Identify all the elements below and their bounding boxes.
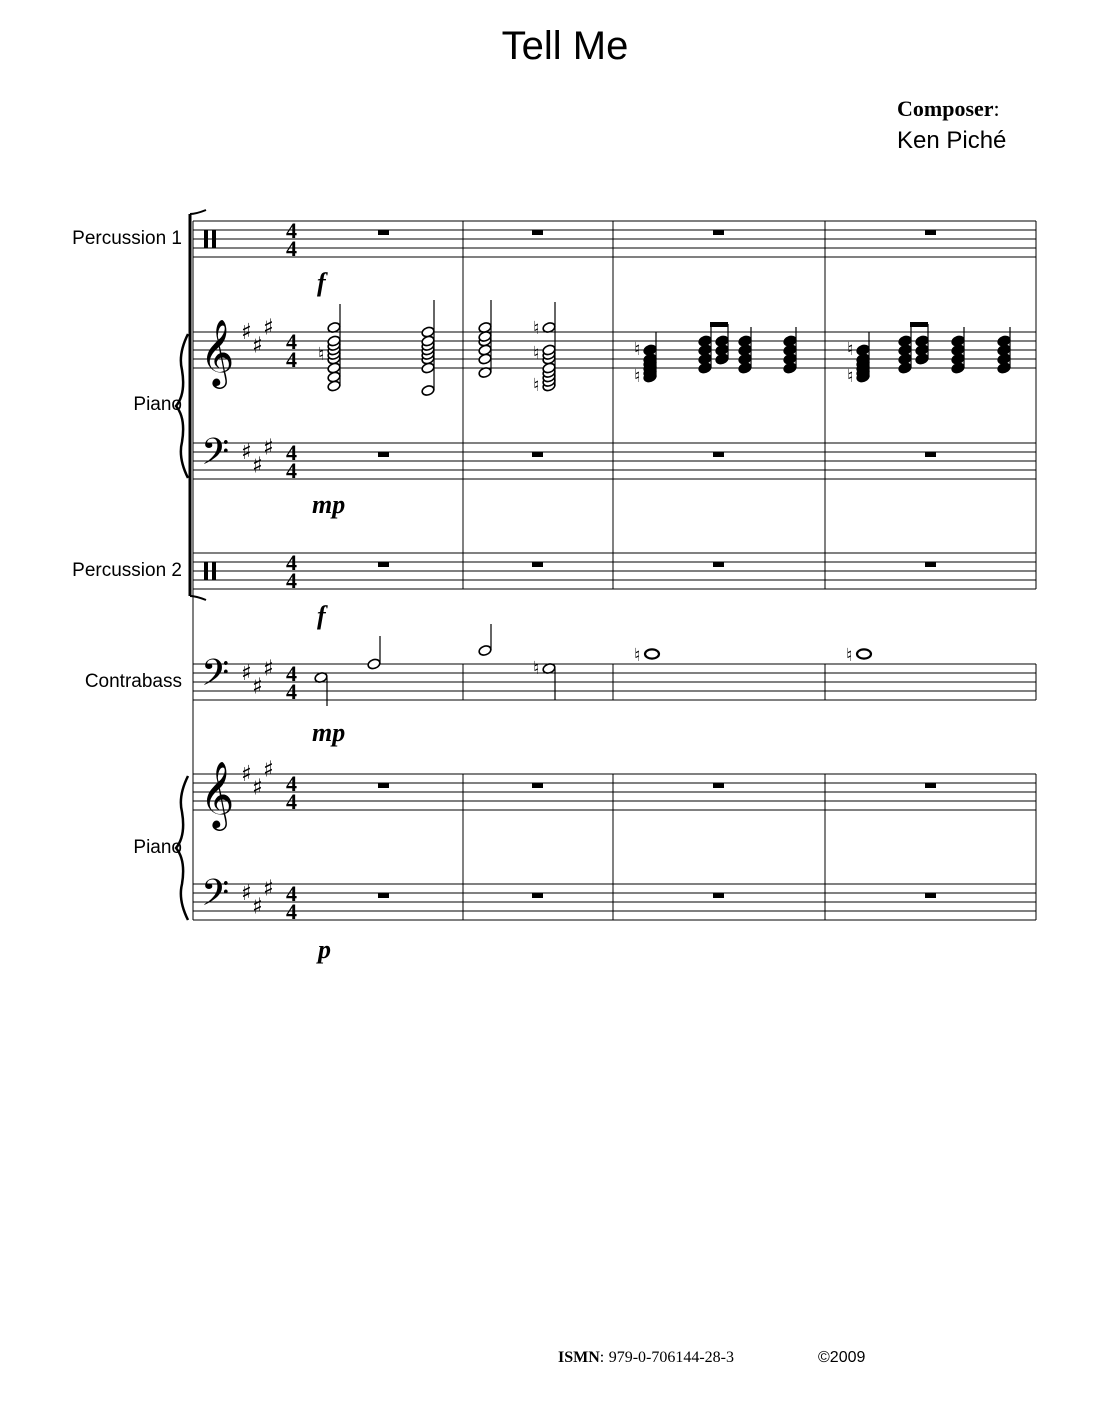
time-signature-denominator: 4 bbox=[286, 679, 297, 704]
notehead bbox=[478, 644, 492, 656]
sharp-icon: ♯ bbox=[252, 674, 263, 700]
natural-icon: ♮ bbox=[847, 339, 854, 359]
natural-icon: ♮ bbox=[533, 343, 540, 363]
sharp-icon: ♯ bbox=[263, 656, 274, 682]
time-signature-denominator: 4 bbox=[286, 789, 297, 814]
natural-icon: ♮ bbox=[318, 344, 325, 364]
natural-icon: ♮ bbox=[533, 375, 540, 395]
whole-rest bbox=[925, 893, 936, 898]
ismn: ISMN: 979-0-706144-28-3 bbox=[558, 1349, 734, 1366]
instrument-label-piano-2: Piano bbox=[133, 837, 182, 858]
sharp-icon: ♯ bbox=[263, 876, 274, 902]
whole-rest bbox=[378, 452, 389, 457]
whole-rest bbox=[713, 893, 724, 898]
notehead bbox=[915, 353, 929, 365]
bass-clef-icon: 𝄢 bbox=[201, 872, 230, 923]
sharp-icon: ♯ bbox=[252, 453, 263, 479]
time-signature-denominator: 4 bbox=[286, 568, 297, 593]
time-signature-numerator: 4 bbox=[286, 771, 297, 796]
notehead bbox=[421, 384, 435, 396]
notehead bbox=[951, 362, 965, 374]
whole-rest bbox=[925, 783, 936, 788]
sharp-icon: ♯ bbox=[252, 894, 263, 920]
notehead bbox=[997, 362, 1011, 374]
beam bbox=[910, 322, 928, 327]
time-signature-numerator: 4 bbox=[286, 218, 297, 243]
dynamic-piano-2: p bbox=[318, 935, 331, 964]
whole-rest bbox=[532, 783, 543, 788]
natural-icon: ♮ bbox=[846, 645, 853, 665]
piano-2-brace bbox=[176, 776, 188, 920]
notehead bbox=[738, 362, 752, 374]
whole-rest bbox=[713, 783, 724, 788]
time-signatures bbox=[286, 218, 297, 924]
time-signature-numerator: 4 bbox=[286, 661, 297, 686]
whole-rest bbox=[532, 893, 543, 898]
whole-rest bbox=[378, 783, 389, 788]
sharp-icon: ♯ bbox=[252, 333, 263, 359]
whole-rest bbox=[713, 230, 724, 235]
time-signature-denominator: 4 bbox=[286, 236, 297, 261]
instrument-label-contrabass: Contrabass bbox=[84, 671, 182, 692]
piano-1-brace bbox=[176, 334, 188, 478]
sharp-icon: ♯ bbox=[241, 661, 252, 686]
clefs bbox=[200, 230, 234, 923]
notehead bbox=[367, 658, 381, 670]
whole-rest bbox=[532, 562, 543, 567]
whole-rest bbox=[532, 230, 543, 235]
natural-icon: ♮ bbox=[634, 366, 641, 386]
whole-rest bbox=[925, 452, 936, 457]
notehead bbox=[698, 362, 712, 374]
bass-clef-icon: 𝄢 bbox=[201, 431, 230, 482]
dynamic-percussion-1: f bbox=[317, 268, 326, 297]
whole-note bbox=[645, 649, 659, 658]
bracket-bottom bbox=[190, 596, 206, 600]
sharp-icon: ♯ bbox=[241, 320, 252, 345]
notehead bbox=[783, 362, 797, 374]
time-signature-numerator: 4 bbox=[286, 329, 297, 354]
natural-icon: ♮ bbox=[634, 339, 641, 359]
notehead bbox=[421, 326, 435, 338]
score-title: Tell Me bbox=[501, 24, 629, 68]
sharp-icon: ♯ bbox=[263, 757, 274, 783]
bass-clef-icon: 𝄢 bbox=[201, 652, 230, 703]
instrument-label-percussion-1: Percussion 1 bbox=[72, 228, 182, 249]
natural-icon: ♮ bbox=[634, 645, 641, 665]
natural-icon: ♮ bbox=[533, 318, 540, 338]
time-signature-denominator: 4 bbox=[286, 899, 297, 924]
sharp-icon: ♯ bbox=[252, 775, 263, 801]
time-signature-numerator: 4 bbox=[286, 440, 297, 465]
instrument-label-piano-1: Piano bbox=[133, 394, 182, 415]
notehead bbox=[898, 362, 912, 374]
time-signature-denominator: 4 bbox=[286, 458, 297, 483]
whole-rests bbox=[378, 230, 936, 898]
time-signature-numerator: 4 bbox=[286, 881, 297, 906]
staff-lines bbox=[193, 221, 1036, 920]
sharp-icon: ♯ bbox=[263, 435, 274, 461]
composer-name: Ken Piché bbox=[897, 127, 1007, 154]
whole-rest bbox=[713, 562, 724, 567]
whole-rest bbox=[713, 452, 724, 457]
whole-rest bbox=[925, 230, 936, 235]
whole-rest bbox=[925, 562, 936, 567]
key-signatures bbox=[241, 316, 274, 920]
sharp-icon: ♯ bbox=[263, 315, 274, 341]
sharp-icon: ♯ bbox=[241, 762, 252, 787]
whole-note bbox=[857, 649, 871, 658]
dynamic-piano-1: mp bbox=[312, 490, 346, 519]
dynamic-percussion-2: f bbox=[317, 601, 326, 630]
treble-clef-icon: 𝄞 bbox=[200, 318, 235, 386]
beam bbox=[710, 322, 728, 327]
natural-icon: ♮ bbox=[847, 366, 854, 386]
natural-icon: ♮ bbox=[533, 658, 540, 678]
instrument-label-percussion-2: Percussion 2 bbox=[72, 560, 182, 581]
sharp-icon: ♯ bbox=[241, 440, 252, 465]
whole-rest bbox=[378, 893, 389, 898]
time-signature-numerator: 4 bbox=[286, 550, 297, 575]
notes bbox=[314, 300, 1011, 706]
composer-label: Composer: bbox=[897, 96, 1000, 121]
copyright: ©2009 bbox=[818, 1349, 866, 1366]
whole-rest bbox=[378, 230, 389, 235]
time-signature-denominator: 4 bbox=[286, 347, 297, 372]
whole-rest bbox=[378, 562, 389, 567]
treble-clef-icon: 𝄞 bbox=[200, 760, 235, 828]
whole-rest bbox=[532, 452, 543, 457]
dynamic-contrabass: mp bbox=[312, 718, 346, 747]
notehead bbox=[715, 353, 729, 365]
sharp-icon: ♯ bbox=[241, 881, 252, 906]
bracket-top bbox=[190, 210, 206, 214]
